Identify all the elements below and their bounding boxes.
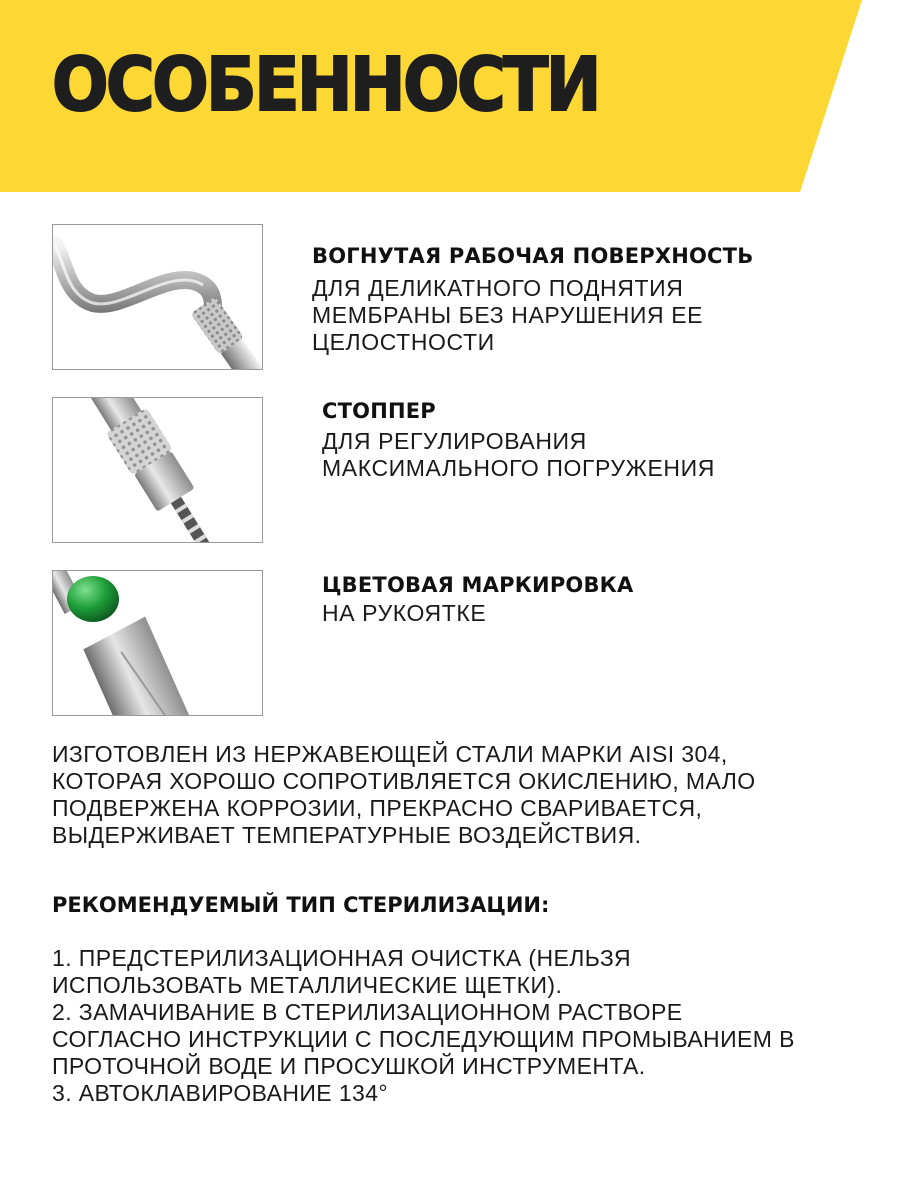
page-title: ОСОБЕННОСТИ: [52, 42, 599, 128]
feature-concave-surface: [312, 243, 753, 356]
feature-desc-line: МАКСИМАЛЬНОГО ПОГРУЖЕНИЯ: [322, 455, 715, 481]
material-line: КОТОРАЯ ХОРОШО СОПРОТИВЛЯЕТСЯ ОКИСЛЕНИЮ, МАЛО: [52, 768, 756, 794]
feature-stopper: [322, 398, 715, 482]
material-line: ВЫДЕРЖИВАЕТ ТЕМПЕРАТУРНЫЕ ВОЗДЕЙСТВИЯ.: [52, 822, 642, 848]
feature-desc-line: ДЛЯ РЕГУЛИРОВАНИЯ: [322, 428, 587, 454]
sterilization-steps: [52, 945, 872, 1107]
feature-desc-line: ДЛЯ ДЕЛИКАТНОГО ПОДНЯТИЯ: [312, 275, 684, 301]
step-line: 3. АВТОКЛАВИРОВАНИЕ 134°: [52, 1080, 389, 1106]
step-line: 2. ЗАМАЧИВАНИЕ В СТЕРИЛИЗАЦИОННОМ РАСТВОРЕ: [52, 999, 683, 1025]
feature-description: [322, 600, 634, 627]
step-line: 1. ПРЕДСТЕРИЛИЗАЦИОННАЯ ОЧИСТКА (НЕЛЬЗЯ: [52, 945, 631, 971]
step-line: СОГЛАСНО ИНСТРУКЦИИ С ПОСЛЕДУЮЩИМ ПРОМЫВАНИЕМ В: [52, 1026, 795, 1052]
color-marker-photo: [52, 570, 263, 716]
stopper-photo: [52, 397, 263, 543]
step-line: ПРОТОЧНОЙ ВОДЕ И ПРОСУШКОЙ ИНСТРУМЕНТА.: [52, 1053, 646, 1079]
header-banner: [0, 0, 900, 192]
feature-desc-line: МЕМБРАНЫ БЕЗ НАРУШЕНИЯ ЕЕ: [312, 302, 704, 328]
feature-desc-line: ЦЕЛОСТНОСТИ: [312, 329, 495, 355]
feature-description: [322, 428, 715, 482]
material-line: ИЗГОТОВЛЕН ИЗ НЕРЖАВЕЮЩЕЙ СТАЛИ МАРКИ AISI 304,: [52, 741, 728, 767]
feature-desc-line: НА РУКОЯТКЕ: [322, 600, 487, 626]
feature-color-marking: [322, 572, 634, 627]
sterilization-title: РЕКОМЕНДУЕМЫЙ ТИП СТЕРИЛИЗАЦИИ:: [52, 893, 550, 917]
curved-tip-photo: [52, 224, 263, 370]
feature-description: [312, 275, 753, 356]
feature-title: СТОППЕР: [322, 399, 436, 423]
step-line: ИСПОЛЬЗОВАТЬ МЕТАЛЛИЧЕСКИЕ ЩЕТКИ).: [52, 972, 563, 998]
material-line: ПОДВЕРЖЕНА КОРРОЗИИ, ПРЕКРАСНО СВАРИВАЕТСЯ,: [52, 795, 703, 821]
feature-title: ВОГНУТАЯ РАБОЧАЯ ПОВЕРХНОСТЬ: [312, 244, 754, 268]
material-description: [52, 741, 872, 849]
feature-title: ЦВЕТОВАЯ МАРКИРОВКА: [322, 573, 634, 597]
